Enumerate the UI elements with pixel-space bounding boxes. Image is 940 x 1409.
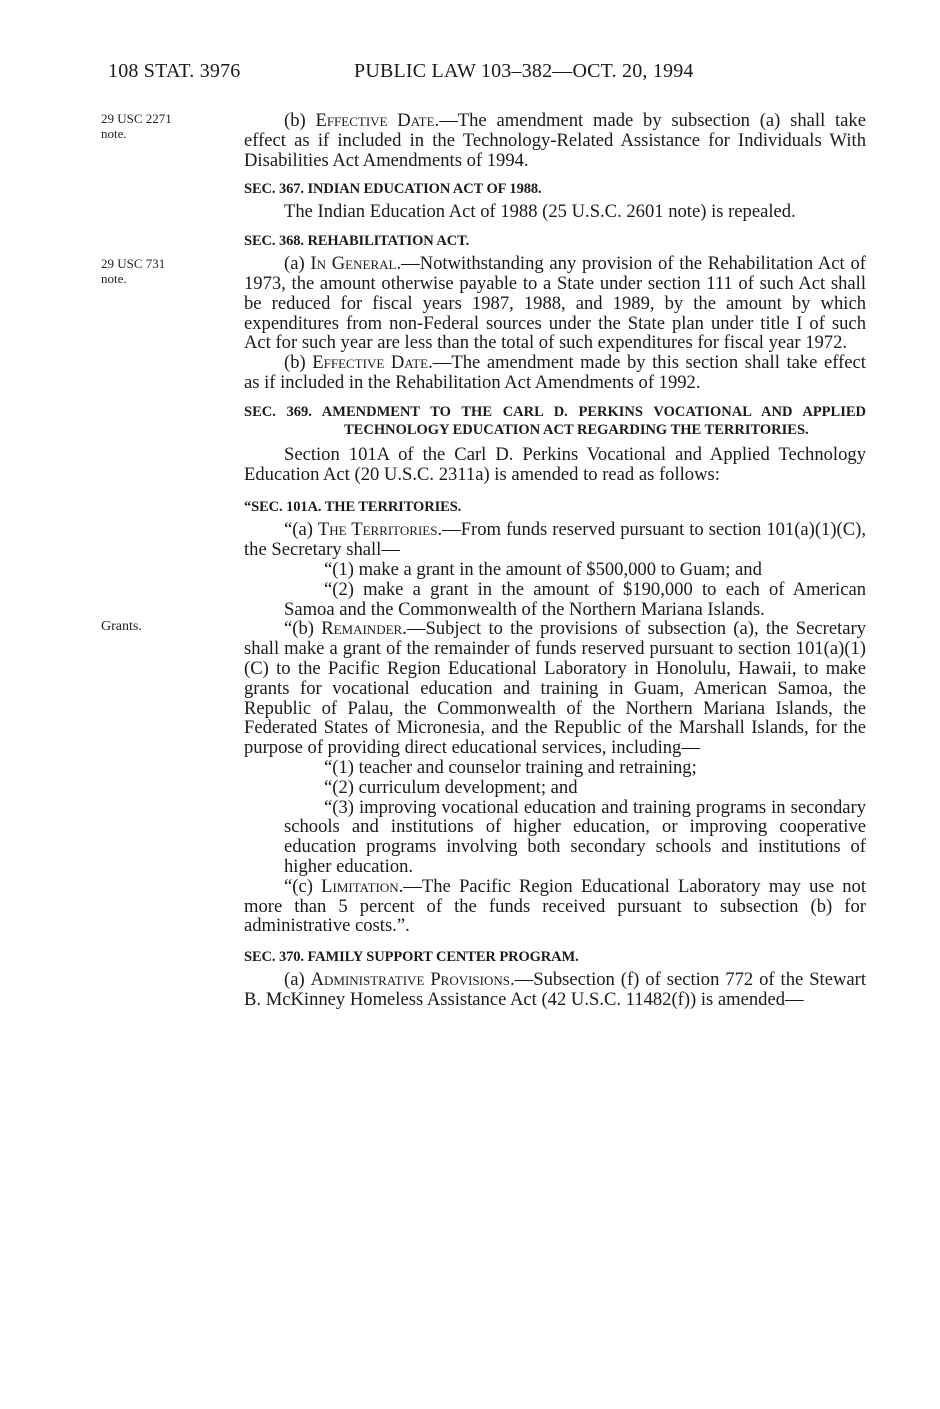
- subsection-b: “(b) Remainder.—Subject to the provisions of subsection (a), the Secretary shall make a grant of the remainder of funds reserved pursuant to section 101(a)(1)(C) to the Pacific Region Educational Laboratory in Honolulu, Hawaii, to make grants for vocational education and training in Guam, American Samoa, the Republic of Palau, the Commonwealth of the Northern Mariana Islands, the Federated States of Micronesia, and the Republic of the Marshall Islands, for the purpose of providing direct educational services, including—: [244, 618, 866, 759]
- subsection-a: “(a) The Territories.—From funds reserved pursuant to section 101(a)(1)(C), the Secretary shall—: [244, 519, 866, 561]
- subsection-c: “(c) Limitation.—The Pacific Region Educational Laboratory may use not more than 5 percent of the funds received pursuant to subsection (b) for administrative costs.”.: [244, 875, 866, 937]
- section-367-text: The Indian Education Act of 1988 (25 U.S.C. 2601 note) is repealed.: [284, 201, 796, 223]
- subsection-b-3: “(3) improving vocational education and training programs in secondary schools and institutions of higher education, or improving cooperative education programs involving both secondary schools and institutions of higher education.: [284, 796, 866, 877]
- subsection-b-2: “(2) curriculum development; and: [324, 776, 578, 798]
- section-368-heading: SEC. 368. REHABILITATION ACT.: [244, 233, 470, 250]
- margin-note-usc-731: 29 USC 731 note.: [101, 256, 166, 286]
- section-370-a: (a) Administrative Provisions.—Subsection (f) of section 772 of the Stewart B. McKinney Homeless Assistance Act (42 U.S.C. 11482(f)) is amended—: [244, 969, 866, 1010]
- section-370-heading: SEC. 370. FAMILY SUPPORT CENTER PROGRAM.: [244, 949, 579, 966]
- paragraph-effective-date: (b) Effective Date.—The amendment made by subsection (a) shall take effect as if included in the Technology-Related Assistance for Individuals With Disabilities Act Amendments of 1994.: [244, 110, 866, 171]
- section-367-heading: SEC. 367. INDIAN EDUCATION ACT OF 1988.: [244, 181, 542, 198]
- section-368-b: (b) Effective Date.—The amendment made by this section shall take effect as if included in the Rehabilitation Act Amendments of 1992.: [244, 352, 866, 393]
- section-101a-heading: “SEC. 101A. THE TERRITORIES.: [244, 499, 462, 516]
- page-header: [108, 60, 868, 90]
- law-title: PUBLIC LAW 103–382—OCT. 20, 1994: [354, 60, 694, 82]
- margin-note-usc-2271: 29 USC 2271 note.: [101, 111, 172, 141]
- margin-note-grants: Grants.: [101, 619, 142, 634]
- section-369-text: Section 101A of the Carl D. Perkins Vocational and Applied Technology Education Act (20 U.S.C. 2311a) is amended to read as follows:: [244, 443, 866, 485]
- subsection-b-1: “(1) teacher and counselor training and retraining;: [324, 756, 697, 778]
- document-body: [244, 111, 866, 1010]
- page-citation: 108 STAT. 3976: [108, 60, 241, 82]
- subsection-a-2: “(2) make a grant in the amount of $190,000 to each of American Samoa and the Commonwealth of the Northern Mariana Islands.: [284, 578, 866, 620]
- section-368-a: (a) In General.—Notwithstanding any provision of the Rehabilitation Act of 1973, the amount otherwise payable to a State under section 111 of such Act shall be reduced for fiscal years 1987, 1988, and 1989, by the amount by which expenditures from non-Federal sources under the State plan under title I of such Act for such year are less than the total of such expenditures for fiscal year 1972.: [244, 253, 866, 354]
- section-369-heading: SEC. 369. AMENDMENT TO THE CARL D. PERKINS VOCATIONAL AND APPLIED TECHNOLOGY EDUCATION ACT REGARDING THE TERRITORIES.: [244, 403, 866, 438]
- subsection-a-1: “(1) make a grant in the amount of $500,000 to Guam; and: [324, 558, 762, 580]
